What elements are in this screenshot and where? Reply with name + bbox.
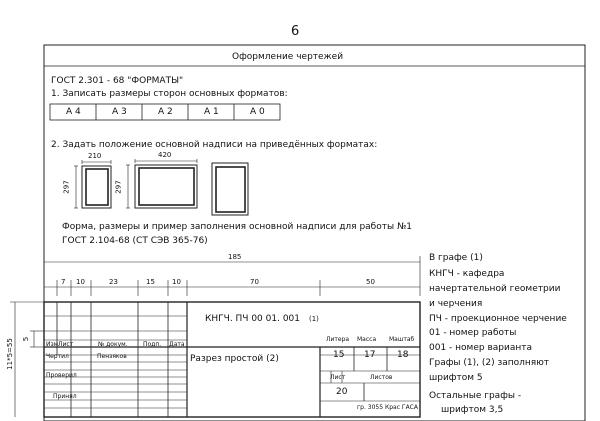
stamp-designation-graph: (1) bbox=[309, 315, 319, 323]
note-line: начертательной геометрии bbox=[429, 284, 561, 294]
dim-10: 10 bbox=[76, 278, 85, 286]
stamp-part-name: Разрез простой (2) bbox=[190, 354, 279, 364]
note-line: Графы (1), (2) заполняют bbox=[429, 358, 550, 368]
note-line: и черчения bbox=[429, 299, 483, 309]
dim-55: 11*5=55 bbox=[5, 338, 14, 370]
row-drew: Чертил bbox=[46, 353, 69, 360]
col-massa: Масса bbox=[357, 336, 377, 343]
dim-70: 70 bbox=[250, 278, 259, 286]
dim-297-a: 297 bbox=[62, 180, 71, 194]
val-20: 20 bbox=[336, 387, 348, 397]
section-title: Оформление чертежей bbox=[232, 52, 344, 62]
val-18: 18 bbox=[397, 350, 409, 360]
col-sheets: Листов bbox=[370, 374, 393, 381]
note-line: шрифтом 3,5 bbox=[441, 405, 504, 415]
gost-formats-heading: ГОСТ 2.301 - 68 "ФОРМАТЫ" bbox=[51, 76, 184, 86]
task-2-text: 2. Задать положение основной надписи на приведённых форматах: bbox=[51, 140, 378, 150]
row-checked: Проверил bbox=[46, 372, 77, 379]
note-line: 01 - номер работы bbox=[429, 328, 517, 338]
dim-15: 15 bbox=[146, 278, 155, 286]
note-line: шрифтом 5 bbox=[429, 373, 483, 383]
page-number: 6 bbox=[291, 24, 300, 39]
dim-7: 7 bbox=[61, 278, 66, 286]
row-accepted: Принял bbox=[53, 393, 77, 400]
dim-297-b: 297 bbox=[114, 180, 123, 194]
note-line: КНГЧ - кафедра bbox=[429, 269, 505, 279]
stamp-designation: КНГЧ. ПЧ 00 01. 001 bbox=[205, 314, 301, 324]
task-1-text: 1. Записать размеры сторон основных форматов: bbox=[51, 89, 288, 99]
note-line: В графе (1) bbox=[429, 253, 483, 263]
format-a1: А 1 bbox=[204, 107, 219, 117]
dim-5: 5 bbox=[22, 336, 31, 342]
format-sketches bbox=[74, 159, 248, 215]
format-a0: А 0 bbox=[250, 107, 265, 117]
note-line: Остальные графы - bbox=[429, 391, 522, 401]
col-docnum: № докум. bbox=[98, 341, 128, 348]
dim-23: 23 bbox=[109, 278, 118, 286]
dim-10b: 10 bbox=[172, 278, 181, 286]
dim-420: 420 bbox=[158, 151, 172, 159]
col-sign: Подп. bbox=[143, 341, 162, 348]
col-date: Дата bbox=[169, 341, 185, 348]
dim-185: 185 bbox=[228, 253, 242, 261]
col-list: Лист bbox=[58, 341, 74, 348]
form-description: Форма, размеры и пример заполнения основной надписи для работы №1 bbox=[62, 222, 413, 232]
col-masshtab: Маштаб bbox=[389, 336, 415, 343]
note-line: ПЧ - проекционное черчение bbox=[429, 314, 567, 324]
group-label: гр. 3055 Крас ГАСА bbox=[357, 404, 418, 411]
dim-210: 210 bbox=[88, 152, 102, 160]
row-drew-name: Пензяков bbox=[97, 353, 127, 360]
dim-50: 50 bbox=[366, 278, 375, 286]
val-17: 17 bbox=[364, 350, 376, 360]
col-litera: Литера bbox=[326, 336, 350, 343]
format-a4: А 4 bbox=[66, 107, 81, 117]
val-15: 15 bbox=[333, 350, 345, 360]
note-line: 001 - номер варианта bbox=[429, 343, 532, 353]
col-sheet: Лист bbox=[330, 374, 346, 381]
gost-stamp-heading: ГОСТ 2.104-68 (СТ СЭВ 365-76) bbox=[62, 236, 208, 246]
col-izm: Изм bbox=[46, 341, 59, 348]
format-a2: А 2 bbox=[158, 107, 173, 117]
format-a3: А 3 bbox=[112, 107, 127, 117]
